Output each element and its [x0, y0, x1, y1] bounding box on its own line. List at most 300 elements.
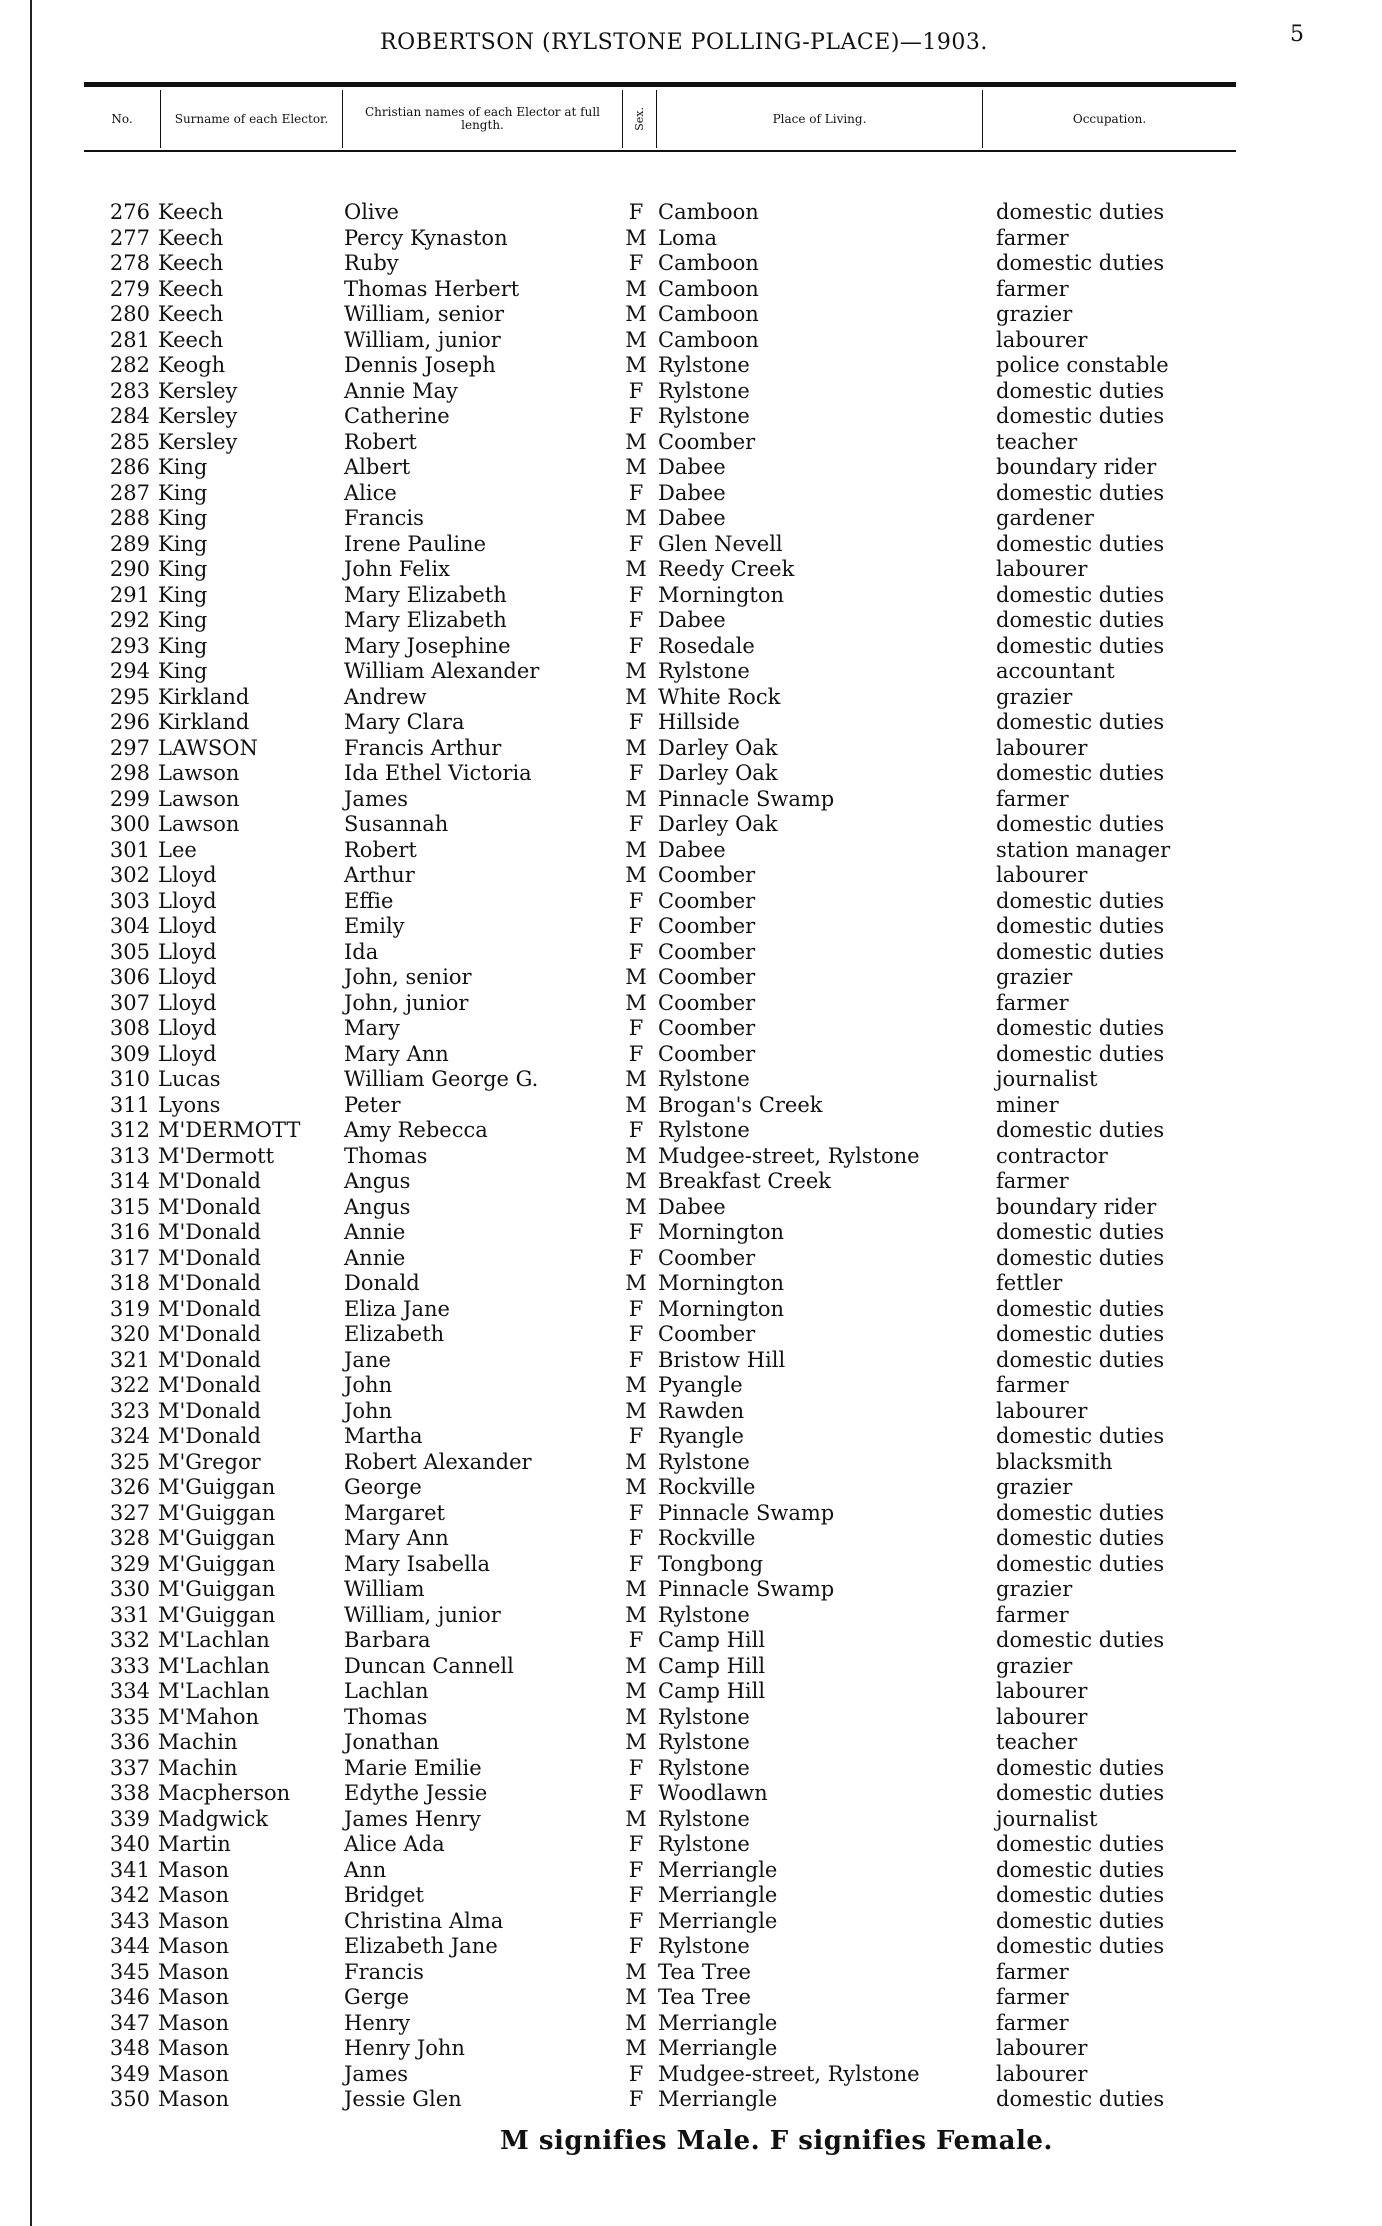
elector-surname: M'Lachlan — [158, 1679, 270, 1703]
elector-sex: M — [625, 455, 647, 479]
table-row — [84, 1195, 1264, 1221]
elector-place: Dabee — [658, 506, 726, 530]
elector-occupation: boundary rider — [996, 455, 1157, 479]
elector-number: 311 — [109, 1092, 150, 1117]
elector-place: Glen Nevell — [658, 531, 783, 556]
elector-place: Reedy Creek — [658, 557, 795, 581]
elector-christian-names: Francis — [344, 1959, 424, 1984]
elector-sex: F — [628, 1551, 644, 1576]
elector-christian-names: William George G. — [344, 1067, 539, 1091]
elector-occupation: farmer — [996, 1985, 1069, 2009]
elector-christian-names: Mary Elizabeth — [344, 582, 507, 607]
elector-place: Coomber — [658, 939, 756, 964]
elector-christian-names: Emily — [344, 914, 405, 938]
elector-occupation: accountant — [996, 659, 1115, 683]
elector-surname: Mason — [158, 1985, 229, 2009]
table-row — [84, 1730, 1264, 1756]
elector-number: 298 — [109, 761, 150, 785]
elector-christian-names: Gerge — [344, 1985, 410, 2009]
elector-place: Camboon — [658, 251, 759, 275]
elector-surname: Madgwick — [158, 1806, 269, 1831]
col-header-occupation: Occupation. — [982, 90, 1236, 148]
elector-christian-names: Angus — [344, 1169, 411, 1193]
table-row — [84, 1118, 1264, 1144]
elector-number: 310 — [109, 1067, 150, 1091]
elector-christian-names: Margaret — [344, 1500, 445, 1525]
elector-place: Coomber — [658, 990, 756, 1015]
elector-surname: M'Dermott — [158, 1143, 275, 1168]
elector-surname: M'Donald — [158, 1373, 261, 1397]
elector-occupation: labourer — [996, 735, 1088, 760]
elector-occupation: domestic duties — [996, 761, 1165, 785]
table-row — [84, 608, 1264, 634]
elector-sex: F — [628, 1296, 644, 1321]
table-row — [84, 583, 1264, 609]
elector-christian-names: Eliza Jane — [344, 1296, 450, 1321]
elector-place: Woodlawn — [658, 1781, 768, 1805]
elector-christian-names: Mary Isabella — [344, 1551, 491, 1576]
elector-occupation: labourer — [996, 327, 1088, 352]
elector-number: 335 — [109, 1704, 150, 1729]
elector-surname: Machin — [158, 1730, 238, 1754]
elector-sex: F — [628, 2087, 644, 2111]
elector-sex: F — [628, 1016, 644, 1040]
col-header-sex-label: Sex. — [633, 107, 646, 131]
elector-occupation: farmer — [996, 990, 1069, 1015]
elector-christian-names: Martha — [344, 1424, 423, 1448]
elector-occupation: grazier — [996, 965, 1073, 989]
elector-place: Coomber — [658, 1245, 756, 1270]
elector-occupation: domestic duties — [996, 404, 1165, 428]
elector-christian-names: Jonathan — [344, 1730, 440, 1754]
table-row — [84, 1960, 1264, 1986]
elector-sex: F — [628, 888, 644, 913]
elector-christian-names: Robert Alexander — [344, 1449, 532, 1474]
elector-number: 285 — [109, 429, 150, 454]
elector-occupation: farmer — [996, 1169, 1069, 1193]
elector-sex: F — [628, 1526, 644, 1550]
elector-number: 296 — [109, 710, 150, 734]
elector-christian-names: Ida — [344, 939, 379, 964]
elector-sex: F — [628, 1245, 644, 1270]
elector-place: Coomber — [658, 914, 756, 938]
elector-surname: M'Donald — [158, 1169, 261, 1193]
table-row — [84, 328, 1264, 354]
elector-place: Merriangle — [658, 1908, 778, 1933]
sex-legend-footer: M signifies Male. F signifies Female. — [500, 2126, 1053, 2156]
elector-surname: Keogh — [158, 353, 226, 377]
elector-occupation: farmer — [996, 225, 1069, 250]
elector-christian-names: William — [344, 1577, 425, 1601]
elector-number: 316 — [109, 1220, 150, 1244]
elector-sex: F — [628, 1908, 644, 1933]
elector-christian-names: Robert — [344, 837, 417, 862]
elector-christian-names: Annie — [344, 1220, 406, 1244]
elector-christian-names: Mary Clara — [344, 710, 465, 734]
elector-place: Rylstone — [658, 404, 750, 428]
elector-surname: Mason — [158, 1857, 229, 1882]
elector-place: Camboon — [658, 200, 759, 224]
elector-occupation: contractor — [996, 1143, 1108, 1168]
table-row — [84, 1297, 1264, 1323]
elector-surname: Lawson — [158, 761, 240, 785]
elector-christian-names: Percy Kynaston — [344, 225, 508, 250]
elector-occupation: domestic duties — [996, 710, 1165, 734]
elector-christian-names: Elizabeth Jane — [344, 1934, 498, 1958]
col-header-surname: Surname of each Elector. — [160, 90, 342, 148]
elector-occupation: police constable — [996, 353, 1169, 377]
elector-occupation: domestic duties — [996, 608, 1165, 632]
elector-place: White Rock — [658, 684, 781, 709]
elector-place: Coomber — [658, 1016, 756, 1040]
elector-place: Coomber — [658, 888, 756, 913]
elector-occupation: teacher — [996, 1730, 1078, 1754]
elector-surname: Lloyd — [158, 1041, 217, 1066]
elector-surname: M'Guiggan — [158, 1551, 276, 1576]
elector-number: 303 — [109, 888, 150, 913]
elector-occupation: miner — [996, 1092, 1059, 1117]
elector-place: Rylstone — [658, 1806, 750, 1831]
elector-number: 318 — [109, 1271, 150, 1295]
elector-sex: F — [628, 200, 644, 224]
elector-number: 320 — [109, 1322, 150, 1346]
elector-christian-names: John, senior — [344, 965, 472, 989]
table-row — [84, 1501, 1264, 1527]
elector-place: Dabee — [658, 608, 726, 632]
elector-sex: M — [625, 2036, 647, 2060]
elector-occupation: domestic duties — [996, 1041, 1165, 1066]
elector-surname: Keech — [158, 327, 224, 352]
col-header-place: Place of Living. — [656, 90, 982, 148]
elector-occupation: labourer — [996, 557, 1088, 581]
elector-place: Camboon — [658, 276, 759, 301]
table-row — [84, 1348, 1264, 1374]
table-row — [84, 1883, 1264, 1909]
elector-surname: Lloyd — [158, 990, 217, 1015]
elector-christian-names: Thomas — [344, 1143, 428, 1168]
elector-christian-names: Mary Ann — [344, 1526, 449, 1550]
elector-number: 284 — [109, 404, 150, 428]
elector-place: Breakfast Creek — [658, 1169, 832, 1193]
elector-surname: Mason — [158, 2036, 229, 2060]
elector-place: Camboon — [658, 302, 759, 326]
table-row — [84, 277, 1264, 303]
elector-surname: Lloyd — [158, 888, 217, 913]
elector-occupation: labourer — [996, 863, 1088, 887]
elector-sex: F — [628, 1118, 644, 1142]
elector-occupation: domestic duties — [996, 1016, 1165, 1040]
elector-sex: F — [628, 812, 644, 836]
elector-place: Ryangle — [658, 1424, 744, 1448]
elector-place: Darley Oak — [658, 812, 778, 836]
table-row — [84, 1424, 1264, 1450]
elector-surname: Lee — [158, 837, 197, 862]
elector-number: 339 — [109, 1806, 150, 1831]
elector-occupation: domestic duties — [996, 633, 1165, 658]
elector-occupation: domestic duties — [996, 1118, 1165, 1142]
elector-place: Tongbong — [658, 1551, 764, 1576]
table-row — [84, 557, 1264, 583]
elector-christian-names: George — [344, 1475, 422, 1499]
elector-surname: LAWSON — [158, 735, 258, 760]
elector-occupation: farmer — [996, 1959, 1069, 1984]
elector-sex: M — [625, 276, 647, 301]
elector-sex: M — [625, 1271, 647, 1295]
elector-place: Mornington — [658, 582, 784, 607]
table-row — [84, 1169, 1264, 1195]
elector-number: 315 — [109, 1194, 150, 1219]
elector-place: Merriangle — [658, 2036, 778, 2060]
elector-sex: F — [628, 914, 644, 938]
elector-occupation: domestic duties — [996, 480, 1165, 505]
elector-surname: M'Donald — [158, 1398, 261, 1423]
elector-number: 289 — [109, 531, 150, 556]
elector-number: 327 — [109, 1500, 150, 1525]
elector-place: Coomber — [658, 965, 756, 989]
table-row — [84, 634, 1264, 660]
elector-number: 337 — [109, 1755, 150, 1780]
elector-place: Dabee — [658, 480, 726, 505]
elector-occupation: journalist — [996, 1806, 1098, 1831]
table-row — [84, 481, 1264, 507]
table-row — [84, 1756, 1264, 1782]
elector-number: 280 — [109, 302, 150, 326]
table-row — [84, 812, 1264, 838]
elector-surname: M'Lachlan — [158, 1653, 270, 1678]
elector-sex: M — [625, 1067, 647, 1091]
elector-place: Mornington — [658, 1220, 784, 1244]
elector-sex: M — [625, 735, 647, 760]
elector-occupation: domestic duties — [996, 2087, 1165, 2111]
elector-sex: M — [625, 1730, 647, 1754]
elector-sex: F — [628, 404, 644, 428]
elector-sex: F — [628, 1857, 644, 1882]
elector-number: 348 — [109, 2036, 150, 2060]
elector-occupation: journalist — [996, 1067, 1098, 1091]
elector-surname: M'Donald — [158, 1245, 261, 1270]
elector-occupation: domestic duties — [996, 1322, 1165, 1346]
elector-sex: F — [628, 1755, 644, 1780]
elector-surname: M'DERMOTT — [158, 1118, 301, 1142]
elector-number: 290 — [109, 557, 150, 581]
col-header-no: No. — [111, 111, 133, 126]
elector-place: Rylstone — [658, 659, 750, 683]
table-row — [84, 736, 1264, 762]
elector-place: Camboon — [658, 327, 759, 352]
elector-christian-names: Donald — [344, 1271, 420, 1295]
table-row — [84, 787, 1264, 813]
elector-christian-names: James — [344, 2061, 409, 2086]
table-row — [84, 379, 1264, 405]
elector-sex: M — [625, 1092, 647, 1117]
elector-number: 297 — [109, 735, 150, 760]
elector-christian-names: William, senior — [344, 302, 504, 326]
elector-list — [84, 200, 1264, 2113]
elector-christian-names: Duncan Cannell — [344, 1653, 514, 1678]
elector-christian-names: John — [344, 1373, 393, 1397]
elector-number: 279 — [109, 276, 150, 301]
table-row — [84, 1042, 1264, 1068]
elector-place: Rylstone — [658, 1449, 750, 1474]
table-row — [84, 455, 1264, 481]
elector-place: Merriangle — [658, 2087, 778, 2111]
table-row — [84, 1705, 1264, 1731]
elector-surname: M'Guiggan — [158, 1475, 276, 1499]
elector-number: 313 — [109, 1143, 150, 1168]
elector-number: 287 — [109, 480, 150, 505]
elector-christian-names: Jane — [344, 1347, 391, 1372]
elector-sex: M — [625, 2010, 647, 2035]
elector-sex: M — [625, 225, 647, 250]
elector-place: Rockville — [658, 1475, 756, 1499]
elector-surname: King — [158, 455, 208, 479]
elector-occupation: grazier — [996, 1475, 1073, 1499]
elector-surname: King — [158, 659, 208, 683]
elector-number: 292 — [109, 608, 150, 632]
elector-occupation: domestic duties — [996, 1551, 1165, 1576]
elector-place: Mornington — [658, 1296, 784, 1321]
elector-place: Bristow Hill — [658, 1347, 786, 1372]
elector-occupation: farmer — [996, 276, 1069, 301]
elector-sex: M — [625, 1373, 647, 1397]
elector-sex: F — [628, 710, 644, 734]
elector-number: 344 — [109, 1934, 150, 1958]
table-row — [84, 1144, 1264, 1170]
elector-place: Rylstone — [658, 353, 750, 377]
elector-christian-names: Andrew — [344, 684, 427, 709]
table-row — [84, 1909, 1264, 1935]
table-row — [84, 2062, 1264, 2088]
elector-surname: M'Guiggan — [158, 1602, 276, 1627]
elector-occupation: domestic duties — [996, 812, 1165, 836]
table-row — [84, 659, 1264, 685]
elector-christian-names: William, junior — [344, 327, 501, 352]
table-row — [84, 1858, 1264, 1884]
table-row — [84, 1450, 1264, 1476]
elector-occupation: domestic duties — [996, 378, 1165, 403]
elector-number: 347 — [109, 2010, 150, 2035]
table-row — [84, 914, 1264, 940]
table-row — [84, 1603, 1264, 1629]
elector-number: 283 — [109, 378, 150, 403]
table-row — [84, 940, 1264, 966]
elector-place: Pinnacle Swamp — [658, 1577, 835, 1601]
table-row — [84, 353, 1264, 379]
elector-christian-names: Annie — [344, 1245, 406, 1270]
elector-surname: Keech — [158, 200, 224, 224]
elector-number: 350 — [109, 2087, 150, 2111]
elector-occupation: domestic duties — [996, 200, 1165, 224]
elector-sex: F — [628, 531, 644, 556]
elector-number: 304 — [109, 914, 150, 938]
elector-place: Coomber — [658, 429, 756, 454]
elector-occupation: domestic duties — [996, 888, 1165, 913]
elector-christian-names: Alice — [344, 480, 397, 505]
table-row — [84, 965, 1264, 991]
page-title: ROBERTSON (RYLSTONE POLLING-PLACE)—1903. — [380, 30, 988, 55]
elector-occupation: farmer — [996, 2010, 1069, 2035]
elector-occupation: grazier — [996, 684, 1073, 709]
elector-place: Rylstone — [658, 378, 750, 403]
elector-surname: Lucas — [158, 1067, 221, 1091]
elector-place: Mornington — [658, 1271, 784, 1295]
elector-place: Rylstone — [658, 1067, 750, 1091]
elector-number: 330 — [109, 1577, 150, 1601]
table-row — [84, 1679, 1264, 1705]
elector-surname: M'Guiggan — [158, 1526, 276, 1550]
page-number: 5 — [1290, 22, 1304, 47]
elector-christian-names: Barbara — [344, 1628, 431, 1652]
elector-number: 336 — [109, 1730, 150, 1754]
elector-surname: Mason — [158, 2087, 229, 2111]
elector-christian-names: James Henry — [344, 1806, 481, 1831]
elector-sex: M — [625, 557, 647, 581]
elector-number: 277 — [109, 225, 150, 250]
elector-surname: Lawson — [158, 786, 240, 811]
elector-sex: F — [628, 608, 644, 632]
elector-surname: M'Mahon — [158, 1704, 259, 1729]
elector-sex: F — [628, 761, 644, 785]
elector-occupation: domestic duties — [996, 1500, 1165, 1525]
table-row — [84, 710, 1264, 736]
elector-occupation: domestic duties — [996, 1628, 1165, 1652]
elector-surname: M'Donald — [158, 1296, 261, 1321]
elector-surname: M'Donald — [158, 1271, 261, 1295]
table-row — [84, 506, 1264, 532]
elector-sex: M — [625, 1602, 647, 1627]
elector-surname: King — [158, 557, 208, 581]
elector-sex: M — [625, 659, 647, 683]
elector-number: 308 — [109, 1016, 150, 1040]
elector-number: 276 — [109, 200, 150, 224]
elector-number: 302 — [109, 863, 150, 887]
elector-sex: F — [628, 378, 644, 403]
table-row — [84, 1016, 1264, 1042]
elector-number: 332 — [109, 1628, 150, 1652]
elector-sex: F — [628, 1424, 644, 1448]
elector-place: Coomber — [658, 863, 756, 887]
elector-surname: Kirkland — [158, 710, 250, 734]
elector-place: Camp Hill — [658, 1653, 766, 1678]
table-row — [84, 1526, 1264, 1552]
elector-surname: Kersley — [158, 404, 238, 428]
elector-christian-names: Jessie Glen — [344, 2087, 462, 2111]
elector-surname: King — [158, 633, 208, 658]
elector-sex: M — [625, 1475, 647, 1499]
table-row — [84, 1934, 1264, 1960]
elector-christian-names: Arthur — [344, 863, 415, 887]
table-row — [84, 1373, 1264, 1399]
elector-place: Darley Oak — [658, 761, 778, 785]
table-row — [84, 1093, 1264, 1119]
elector-occupation: domestic duties — [996, 1296, 1165, 1321]
elector-sex: M — [625, 1704, 647, 1729]
elector-christian-names: Amy Rebecca — [344, 1118, 488, 1142]
elector-number: 282 — [109, 353, 150, 377]
table-row — [84, 1807, 1264, 1833]
elector-christian-names: Mary — [344, 1016, 400, 1040]
elector-surname: Lawson — [158, 812, 240, 836]
elector-sex: F — [628, 633, 644, 658]
elector-number: 340 — [109, 1832, 150, 1856]
elector-number: 309 — [109, 1041, 150, 1066]
elector-place: Merriangle — [658, 1857, 778, 1882]
elector-number: 301 — [109, 837, 150, 862]
elector-number: 306 — [109, 965, 150, 989]
elector-christian-names: Peter — [344, 1092, 401, 1117]
elector-place: Rylstone — [658, 1730, 750, 1754]
elector-christian-names: Alice Ada — [344, 1832, 445, 1856]
